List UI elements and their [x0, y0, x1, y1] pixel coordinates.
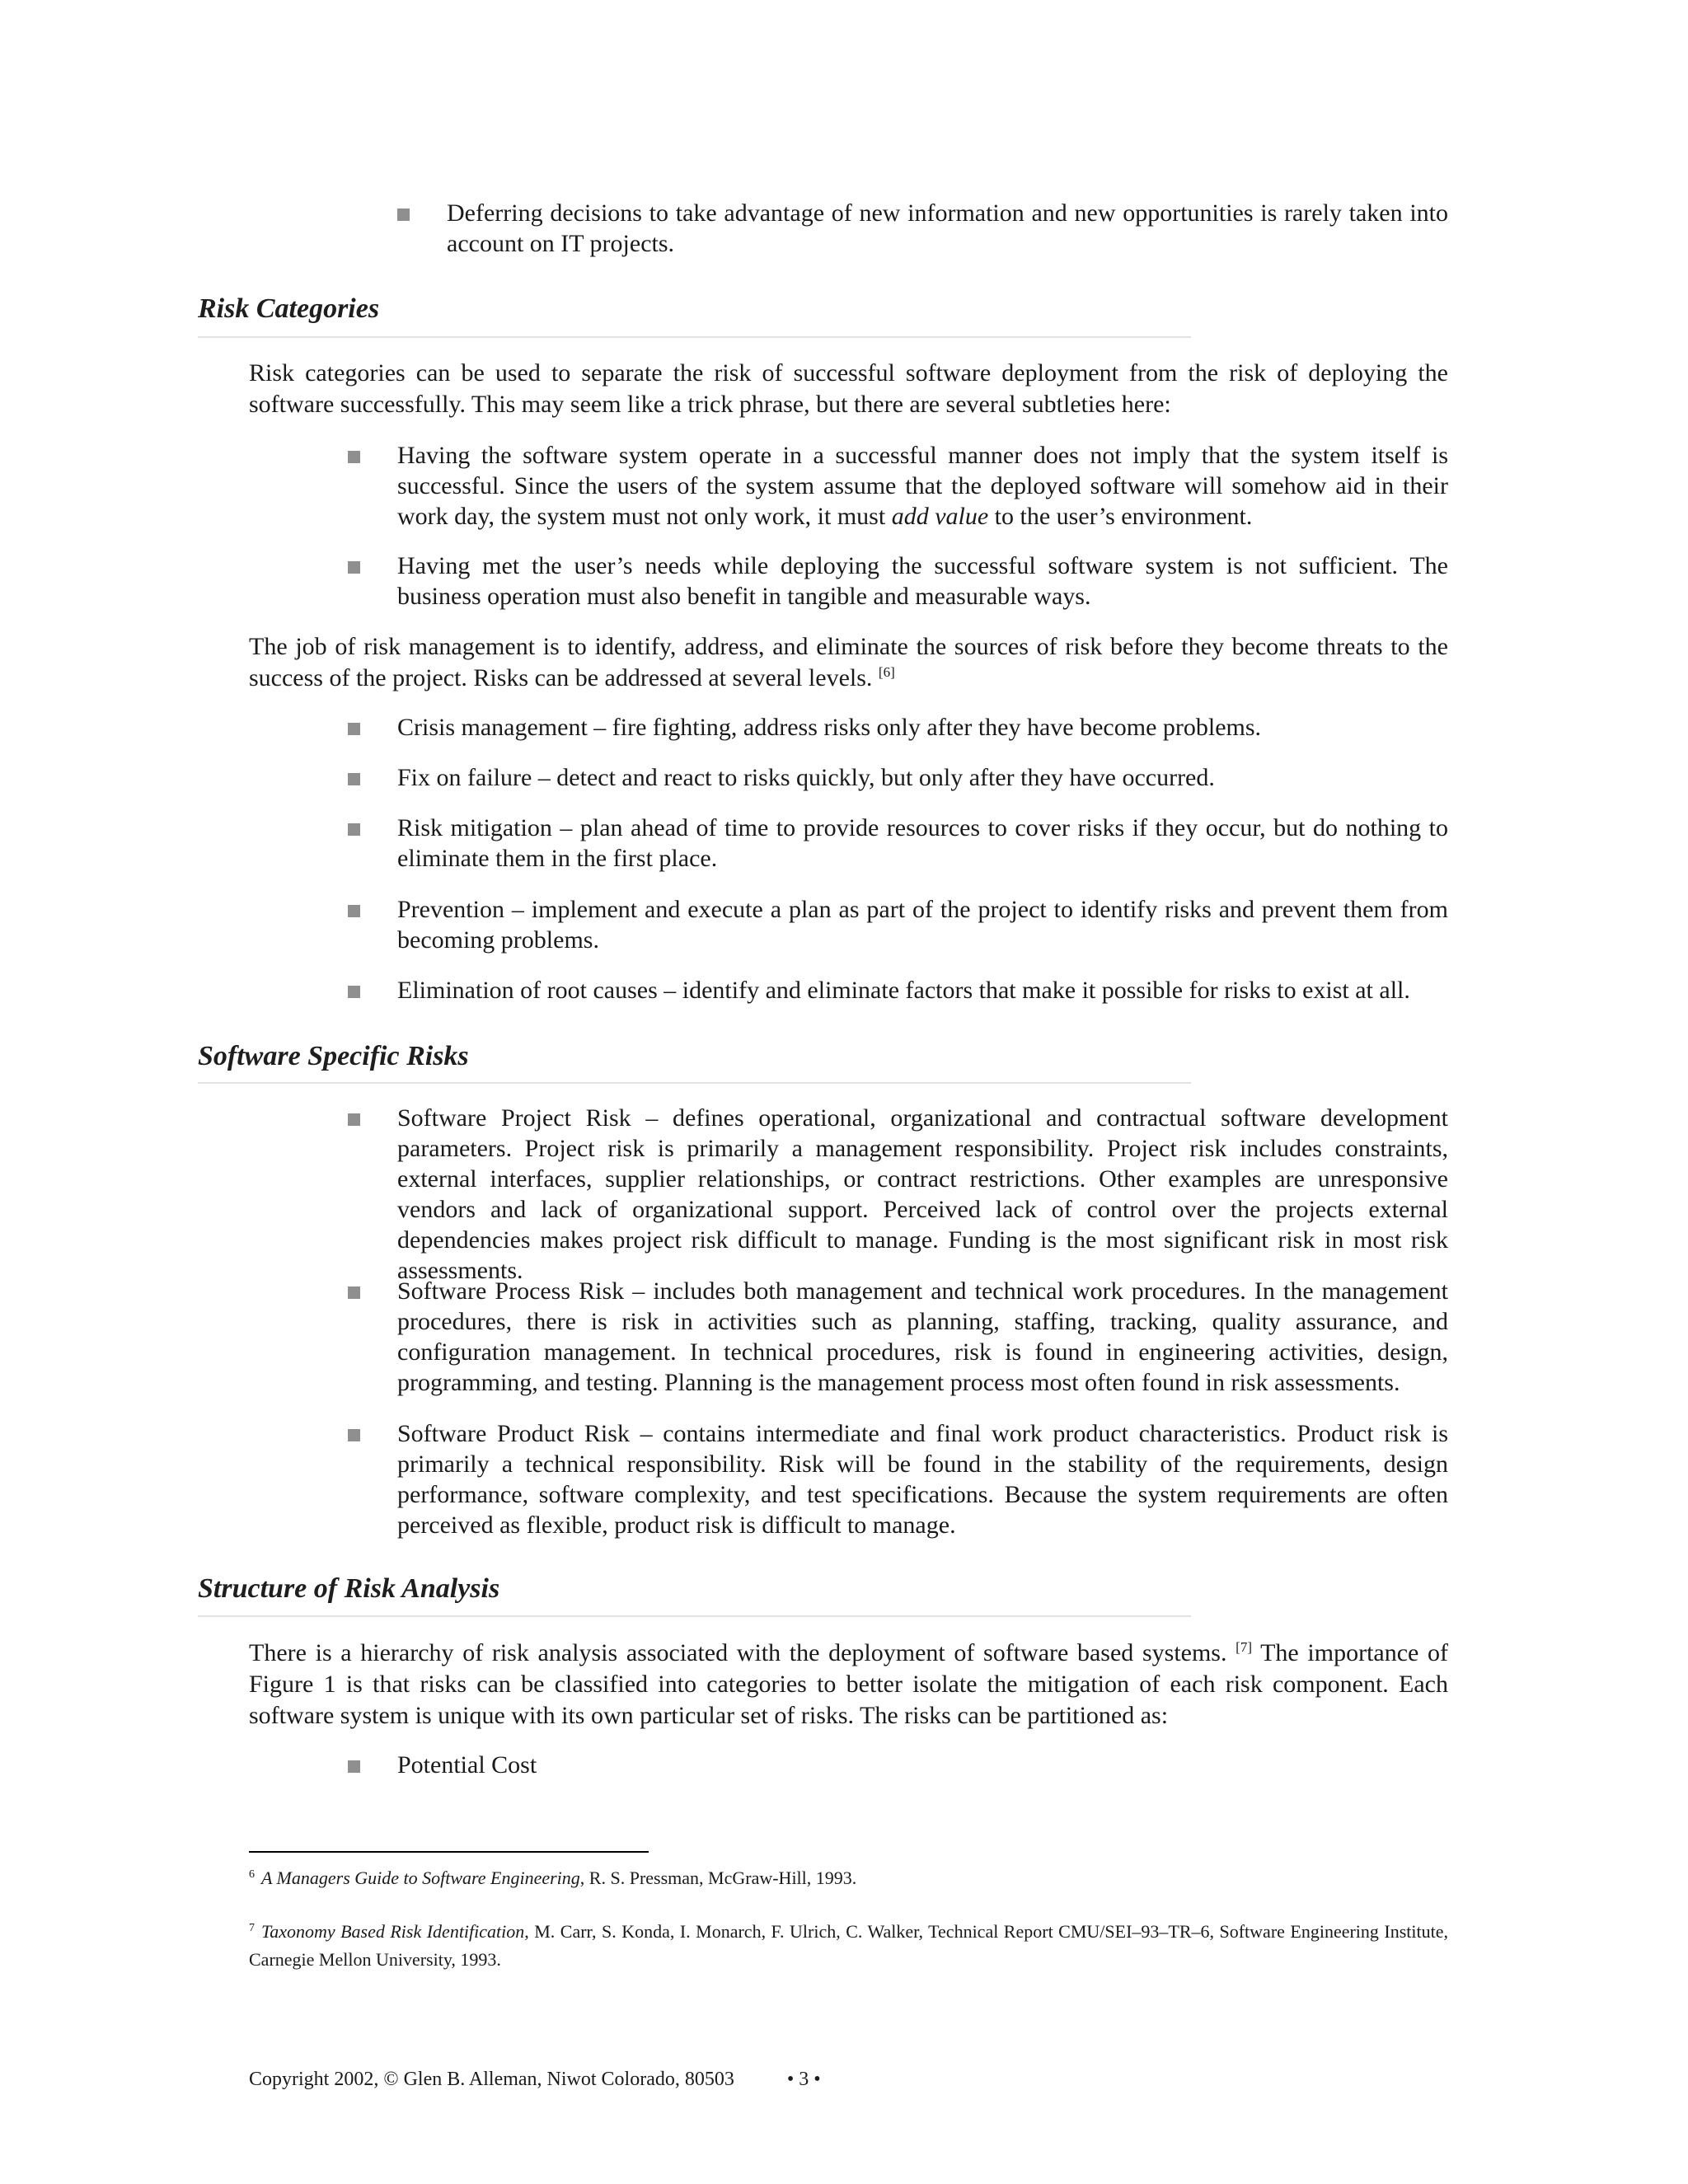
square-bullet-icon	[348, 905, 360, 917]
list-item	[348, 551, 1448, 612]
section-heading-software-specific-risks: Software Specific Risks	[198, 1041, 469, 1071]
bullet-text: Software Process Risk – includes both management and technical work procedures. In the management procedures, there is risk in activities such as planning, staffing, tracking, quality assurance, and configuration management. In technical procedures, risk is found in engineering activities, design, programming, and testing. Planning is the management process most often found in risk assessments.	[397, 1277, 1448, 1396]
bullet-text: Deferring decisions to take advantage of new information and new opportunities is rarely taken into account on IT projects.	[447, 199, 1448, 257]
bullet-text: Potential Cost	[397, 1751, 537, 1779]
section-heading-risk-categories: Risk Categories	[198, 293, 380, 324]
copyright-text: Copyright 2002, © Glen B. Alleman, Niwot Colorado, 80503	[249, 2069, 734, 2090]
square-bullet-icon	[397, 209, 410, 221]
bullet-text: Prevention – implement and execute a plan as part of the project to identify risks and prevent them from becoming problems.	[397, 896, 1448, 954]
list-item	[348, 813, 1448, 874]
section-rule	[198, 1615, 1191, 1617]
bullet-text: Having met the user’s needs while deploying the successful software system is not sufficient. The business operation must also benefit in tangible and measurable ways.	[397, 552, 1448, 610]
square-bullet-icon	[348, 723, 360, 735]
square-bullet-icon	[348, 773, 360, 785]
square-bullet-icon	[348, 1113, 360, 1126]
list-item	[348, 1750, 1448, 1780]
page-number: • 3 •	[786, 2069, 821, 2090]
page-footer	[249, 2067, 821, 2092]
footnote-separator	[249, 1851, 649, 1853]
paragraph-risk-management-job: The job of risk management is to identify, address, and eliminate the sources of risk before they become threats to the success of the project. Risks can be addressed at several levels. [6]	[249, 633, 1448, 691]
section-rule	[198, 1082, 1191, 1084]
list-item	[348, 762, 1448, 793]
list-item	[348, 894, 1448, 955]
reference-7: [7]	[1236, 1639, 1252, 1655]
bullet-text: Risk mitigation – plan ahead of time to provide resources to cover risks if they occur, but do nothing to eliminate them in the first place.	[397, 814, 1448, 872]
footnote-7: $^7$ Taxonomy Based Risk Identification, M. Carr, S. Konda, I. Monarch, F. Ulrich, C. Walker, Technical Report CMU/SEI–93–TR–6, Software Engineering Institute, Carnegie Mellon University, 1993.	[249, 1921, 1448, 1970]
square-bullet-icon	[348, 451, 360, 463]
square-bullet-icon	[348, 1429, 360, 1441]
footnote-6: $^6$ A Managers Guide to Software Engineering, R. S. Pressman, McGraw-Hill, 1993.	[249, 1868, 857, 1888]
list-item	[348, 1276, 1448, 1398]
square-bullet-icon	[348, 1286, 360, 1299]
square-bullet-icon	[348, 561, 360, 574]
section-rule	[198, 336, 1191, 338]
bullet-text: Software Project Risk – defines operational, organizational and contractual software development parameters. Project risk is primarily a management responsibility. Project risk includes constraints, external interfaces, supplier relationships, or contract restrictions. Other examples are unresponsive vendors and lack of organizational support. Perceived lack of control over the projects external dependencies makes project risk difficult to manage. Funding is the most significant risk in most risk assessments.	[397, 1104, 1448, 1284]
paragraph-risk-hierarchy: There is a hierarchy of risk analysis associated with the deployment of software based systems. [7] The importance of Figure 1 is that risks can be classified into categories to better isolate the mitigation of each risk component. Each software system is unique with its own particular set of risks. The risks can be partitioned as:	[249, 1639, 1449, 1729]
bullet-text: Elimination of root causes – identify and eliminate factors that make it possible for risks to exist at all.	[397, 977, 1410, 1004]
square-bullet-icon	[348, 823, 360, 836]
bullet-text: Software Product Risk – contains intermediate and final work product characteristics. Product risk is primarily a technical responsibility. Risk will be found in the stability of the requirements, design performance, software complexity, and test specifications. Because the system requirements are often perceived as flexible, product risk is difficult to manage.	[397, 1420, 1448, 1539]
emphasis-add-value: add value	[891, 503, 989, 530]
bullet-text: Crisis management – fire fighting, address risks only after they have become problems.	[397, 714, 1262, 741]
square-bullet-icon	[348, 986, 360, 998]
reference-6: [6]	[878, 664, 895, 680]
section-heading-structure-of-risk-analysis: Structure of Risk Analysis	[198, 1573, 500, 1604]
list-item	[348, 440, 1448, 532]
list-item	[348, 1418, 1448, 1540]
paragraph-risk-categories-intro: Risk categories can be used to separate the risk of successful software deployment from the risk of deploying the software successfully. This may seem like a trick phrase, but there are several subtleties here:	[249, 359, 1448, 418]
bullet-text: Fix on failure – detect and react to risks quickly, but only after they have occurred.	[397, 764, 1215, 791]
list-item	[348, 1103, 1448, 1286]
bullet-text: Having the software system operate in a successful manner does not imply that the system itself is successful. Since the users of the system assume that the deployed software will somehow aid in their work day, the system must not only work, it must add value to the user’s environment.	[397, 442, 1448, 530]
list-item	[348, 975, 1448, 1005]
square-bullet-icon	[348, 1760, 360, 1773]
list-item	[348, 712, 1448, 743]
list-item	[397, 198, 1448, 259]
